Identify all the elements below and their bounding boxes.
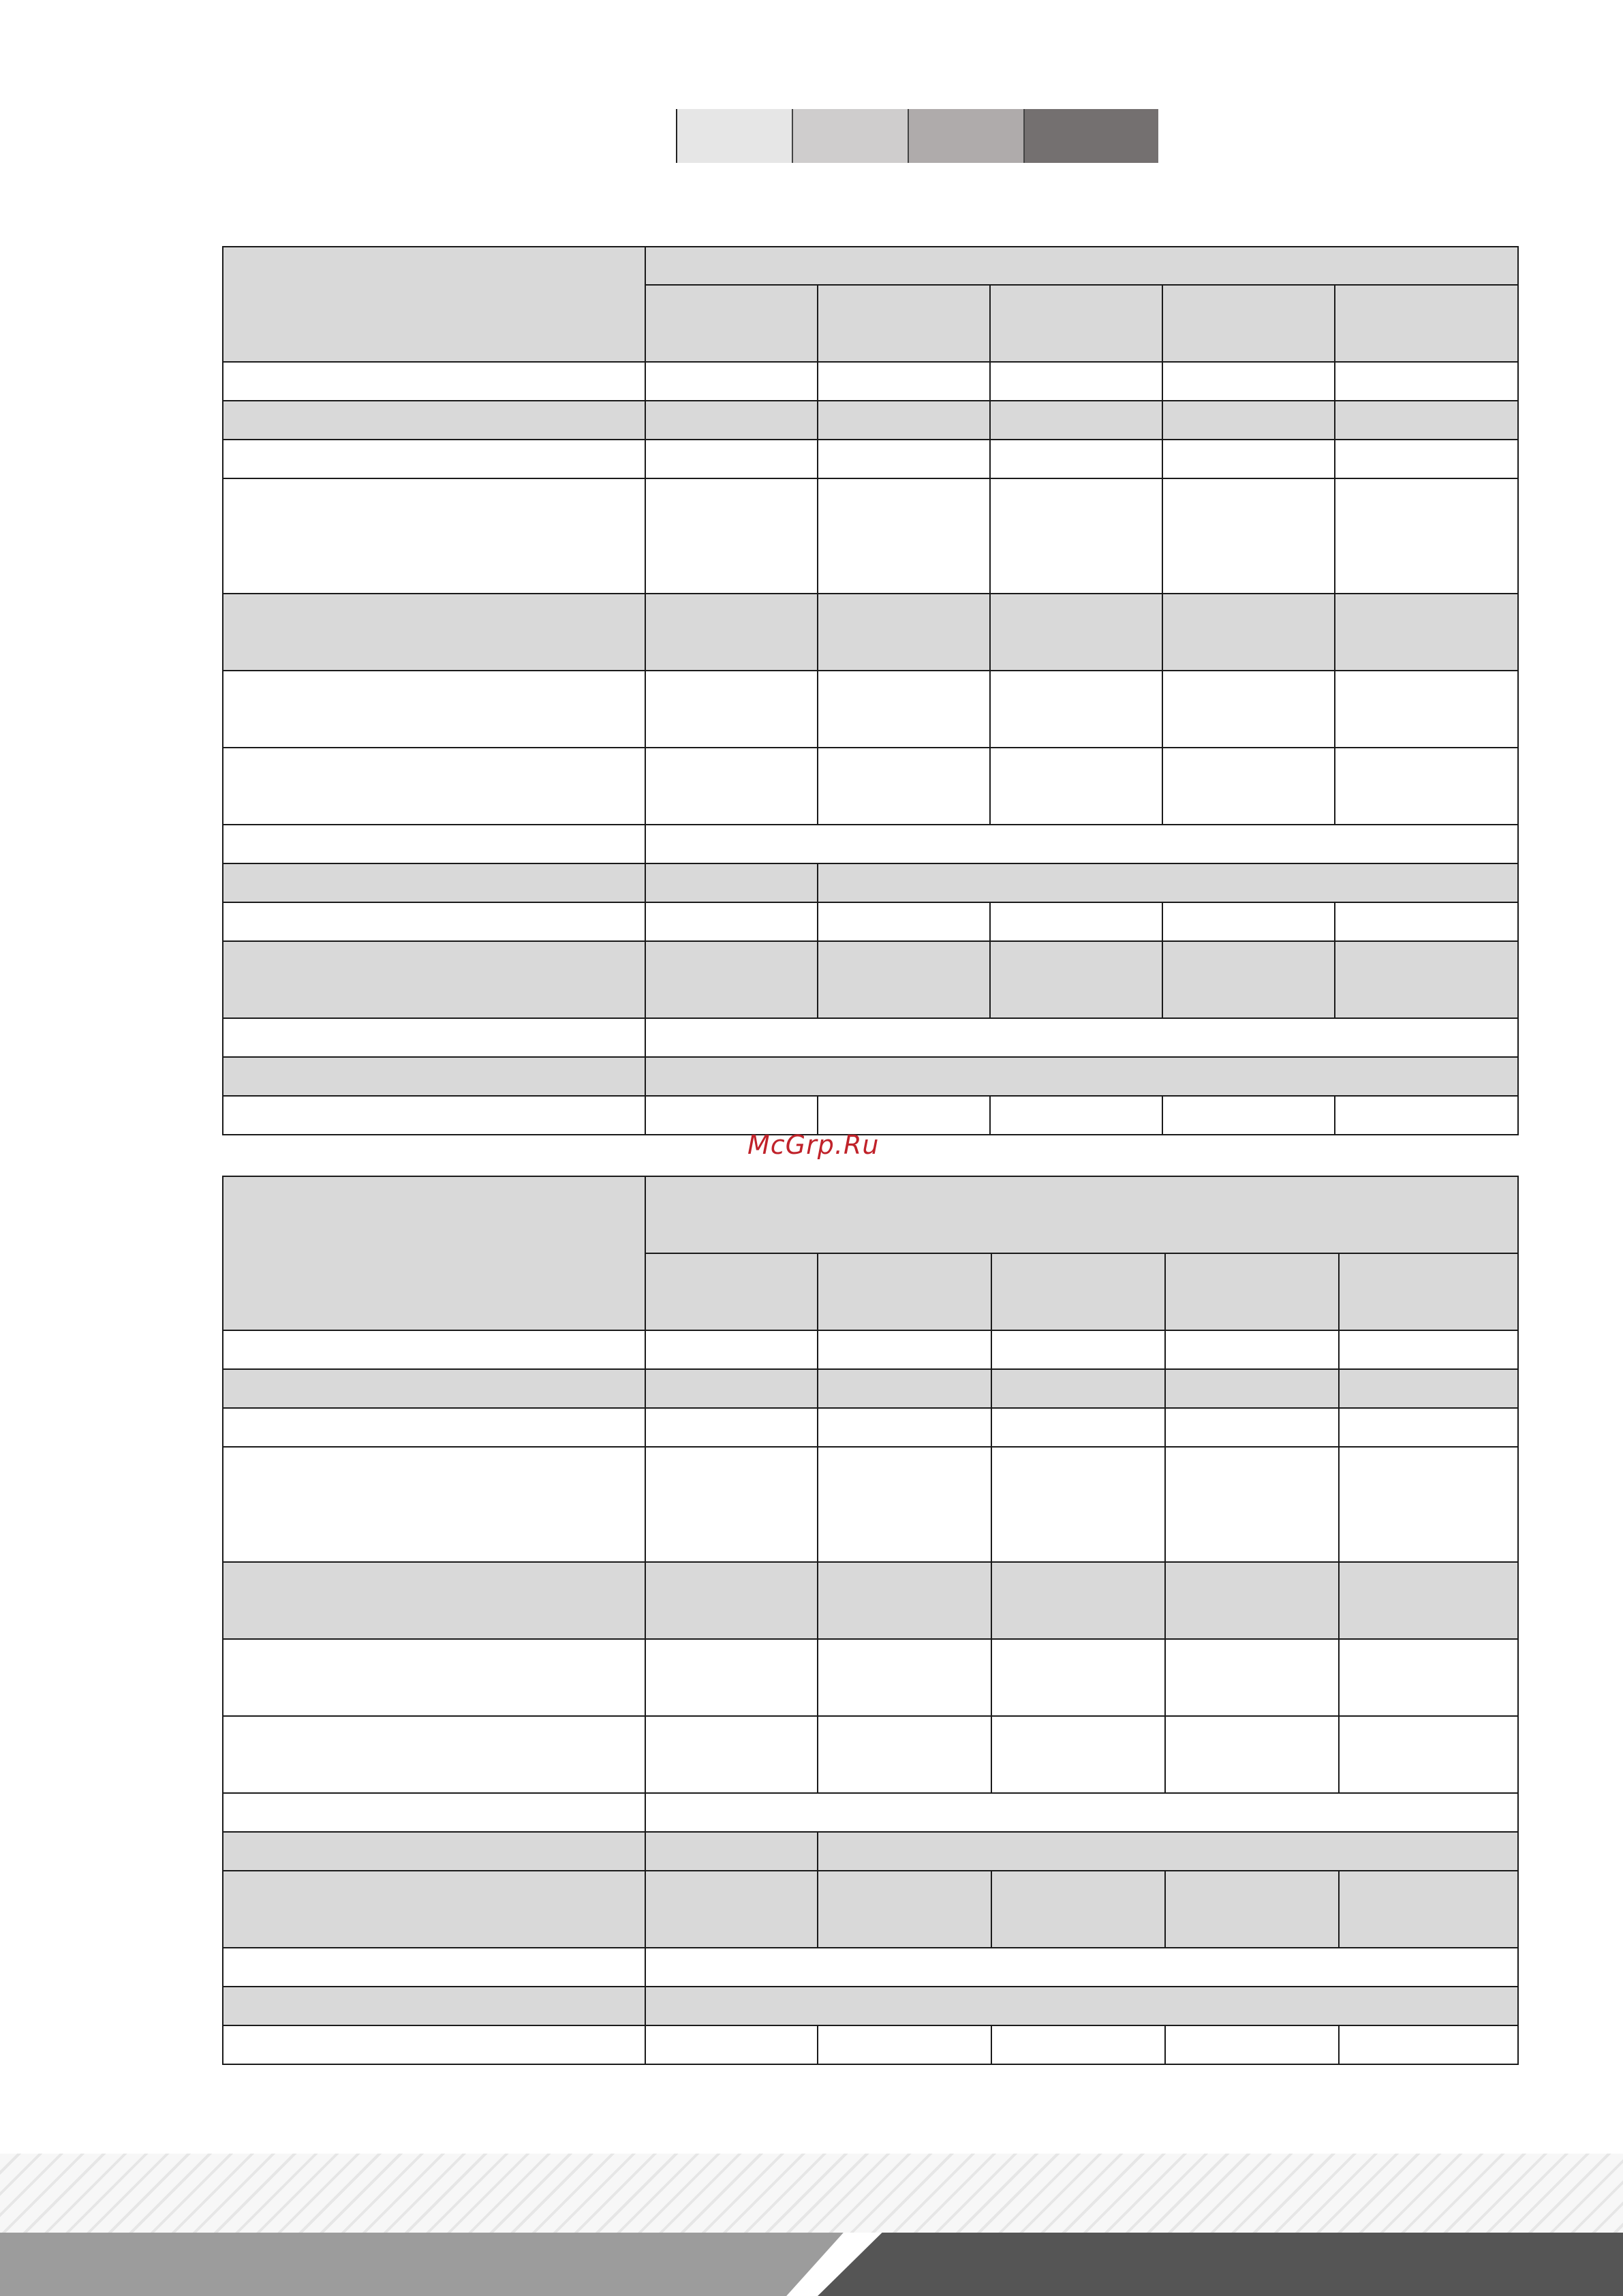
table-row [223,1793,1518,1832]
header-model-cell [1165,1253,1339,1330]
header-model-cell [645,285,818,362]
table-row [223,671,1518,748]
footer-bar-light [0,2233,859,2296]
table-row [223,1871,1518,1948]
table-row [223,902,1518,941]
header-group-cell [645,247,1518,285]
header-label-cell [223,1176,645,1330]
table-row [223,825,1518,863]
table-row [223,941,1518,1018]
table-row [223,440,1518,478]
swatch-dark [1025,109,1158,163]
table-row [223,748,1518,825]
footer-stripe-pattern [0,2154,1623,2233]
table-header-row [223,1176,1518,1253]
header-model-cell [818,285,990,362]
table-row [223,1447,1518,1562]
table-row [223,1948,1518,1987]
header-model-cell [1162,285,1335,362]
spec-table-1 [222,246,1519,1135]
table-row [223,1408,1518,1447]
swatch-light [793,109,909,163]
header-group-cell [645,1176,1518,1253]
swatch-medium [909,109,1025,163]
header-model-cell [645,1253,818,1330]
table-row [223,1639,1518,1716]
table-row [223,401,1518,440]
table-row [223,1562,1518,1639]
table-row [223,478,1518,594]
table-row [223,2025,1518,2064]
table-header-row [223,247,1518,285]
header-model-cell [1339,1253,1518,1330]
table-row [223,1018,1518,1057]
footer-bar-dark [818,2233,1623,2296]
table-row [223,1057,1518,1096]
table-row [223,863,1518,902]
table-row [223,1369,1518,1408]
header-model-cell [1335,285,1518,362]
table-row [223,1987,1518,2025]
swatch-lightest [677,109,793,163]
table-row [223,1716,1518,1793]
watermark-text: McGrp.Ru [747,1130,880,1160]
header-model-cell [818,1253,991,1330]
spec-table-2 [222,1176,1519,2065]
header-label-cell [223,247,645,362]
color-swatch-bar [676,109,1158,163]
table-row [223,1832,1518,1871]
table-row [223,1096,1518,1135]
header-model-cell [990,285,1162,362]
table-row [223,362,1518,401]
header-model-cell [991,1253,1165,1330]
table-row [223,594,1518,671]
table-row [223,1330,1518,1369]
